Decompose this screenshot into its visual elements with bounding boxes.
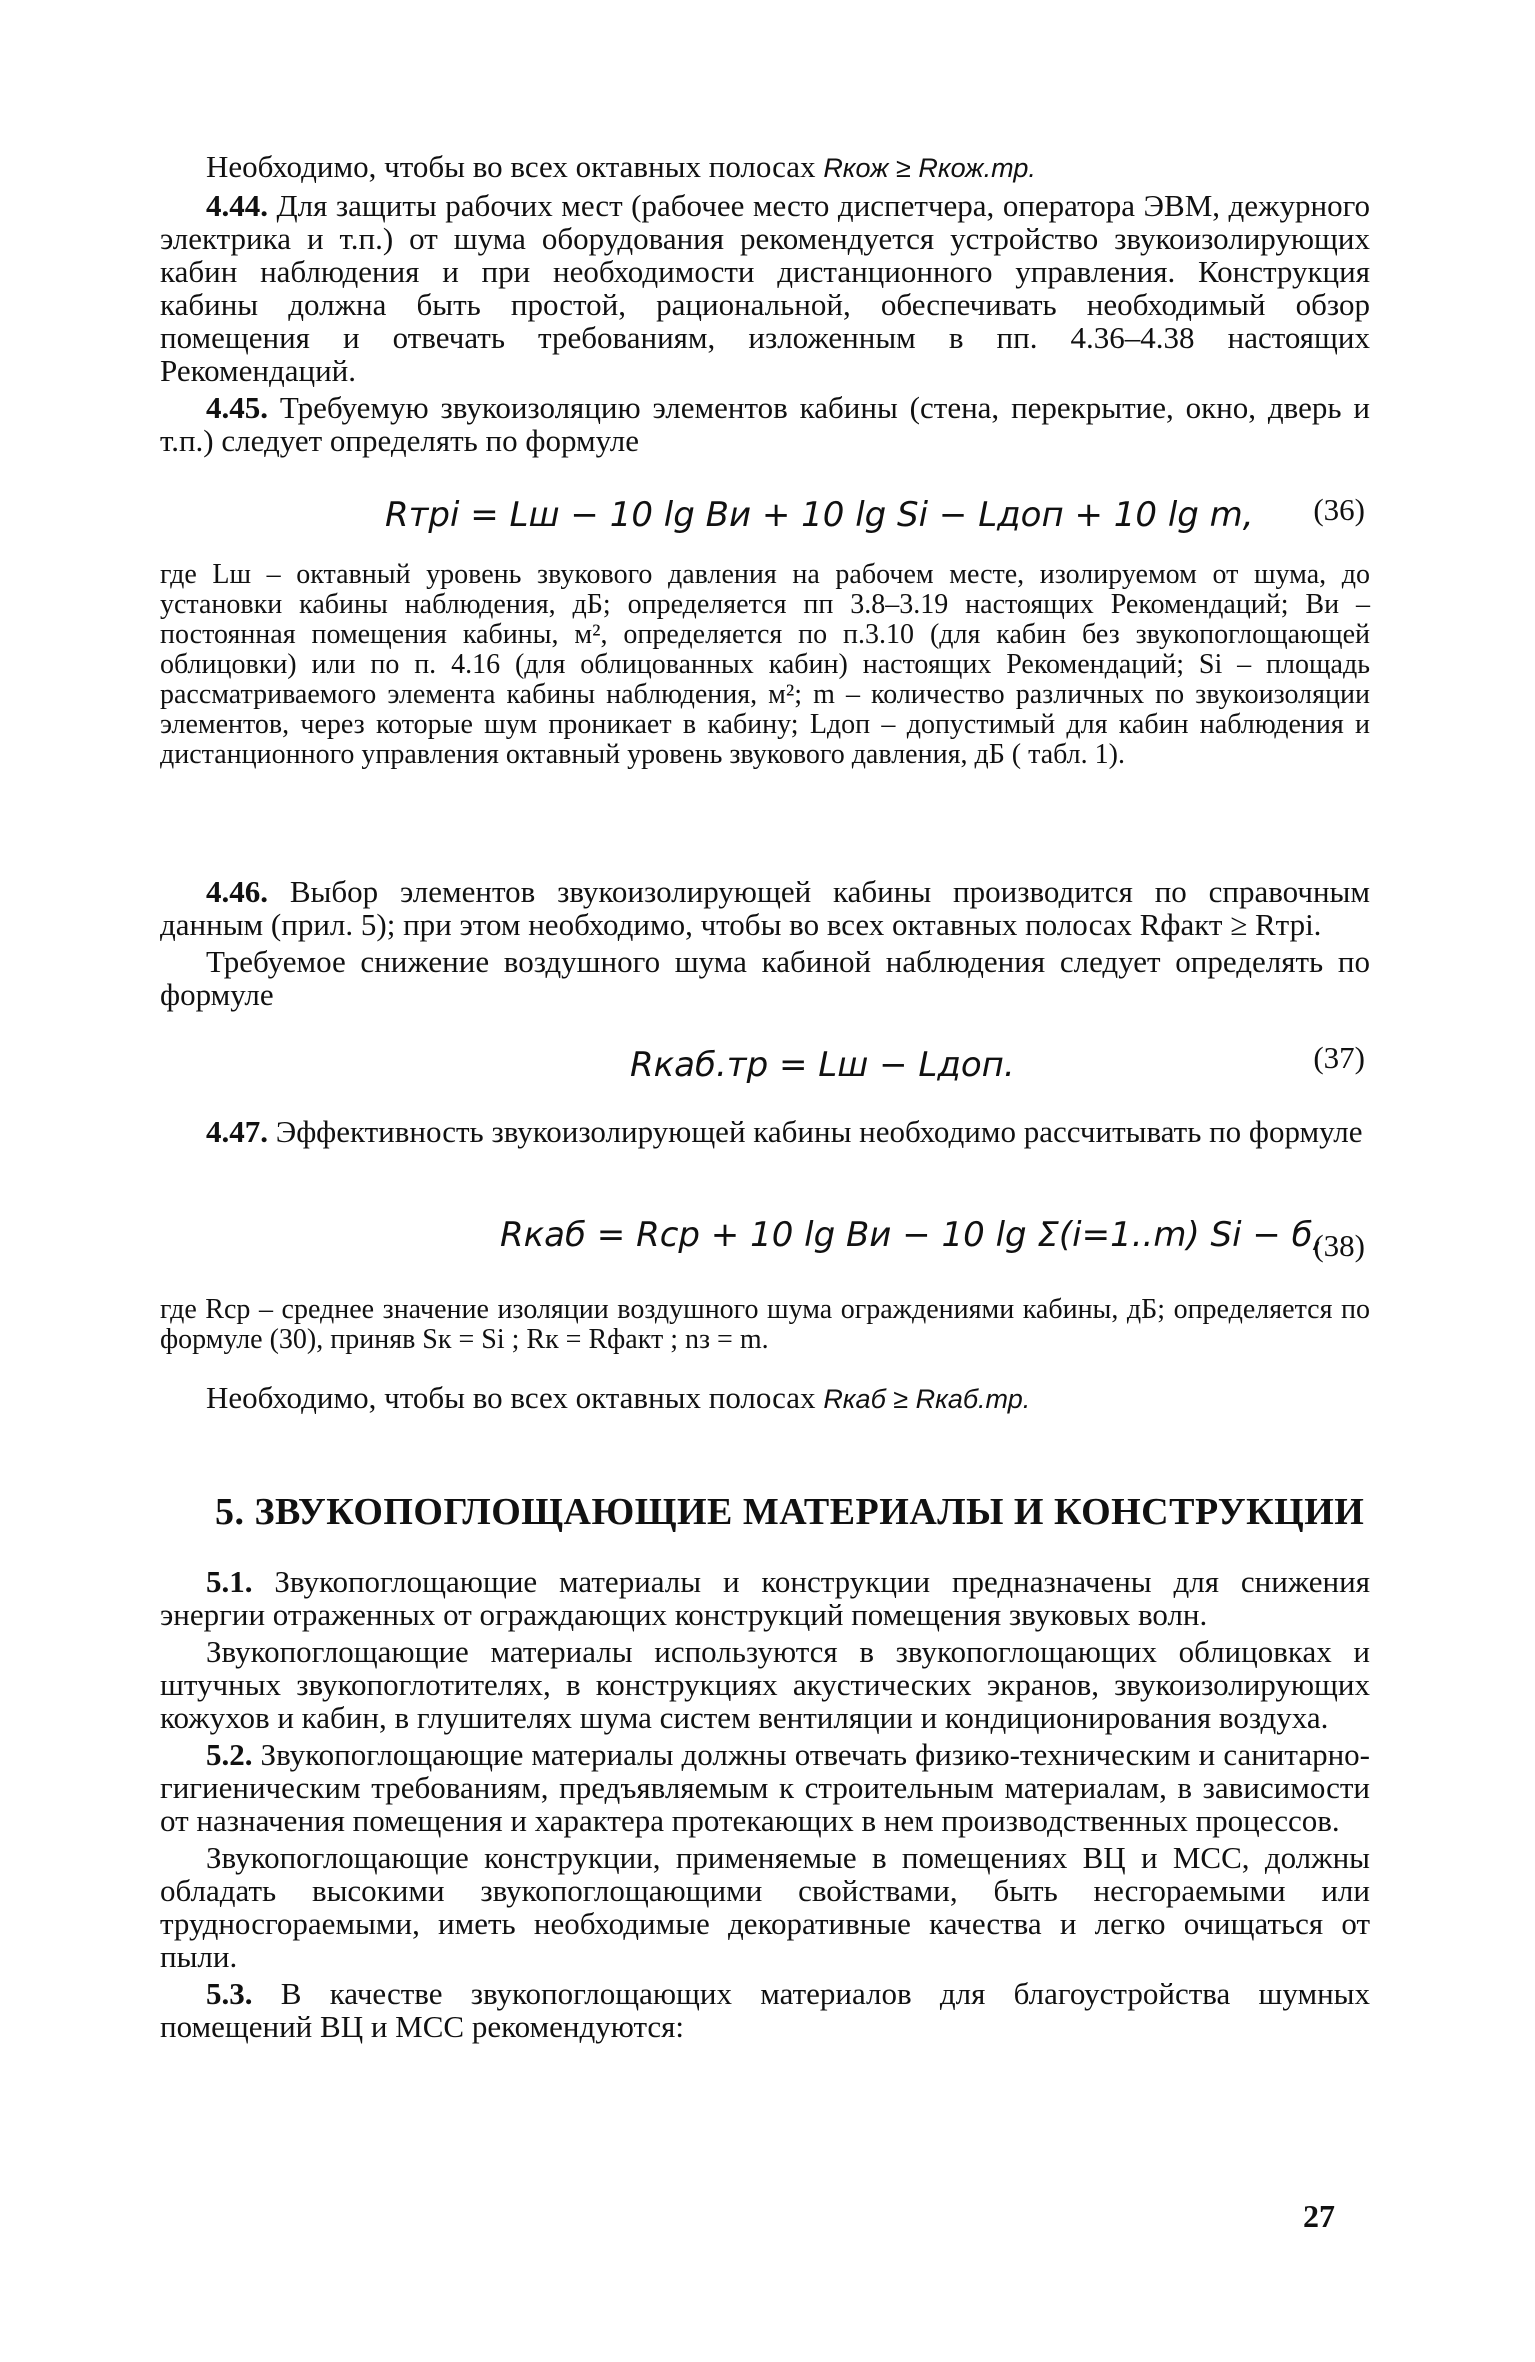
text-block-4-47 [160,1115,1370,1152]
paragraph-5-1b: Звукопоглощающие материалы используются в звукопоглощающих облицовках и штучных звукопоглотителях, в конструкциях акустических экранов, звукоизолирующих кожухов и кабин, в глушителях шума систем вентиляции и кондиционирования воздуха. [160,1634,1370,1735]
paragraph-4-46: 4.46. Выбор элементов звукоизолирующей кабины производится по справочным данным (прил. 5); при этом необходимо, чтобы во всех октавных полосах Rфакт ≥ Rтрi. [160,874,1371,942]
section-title: 5. ЗВУКОПОГЛОЩАЮЩИЕ МАТЕРИАЛЫ И КОНСТРУКЦИИ [215,1491,1365,1533]
formula-37: Rкаб.тр = Lш − Lдоп. [630,1045,1015,1085]
paragraph-4-47: 4.47. Эффективность звукоизолирующей кабины необходимо рассчитывать по формуле [206,1114,1363,1149]
equation-number-38: (38) [1313,1228,1365,1263]
text-block-where-36 [160,560,1370,774]
text-block-where-38 [160,1295,1370,1420]
text-block-4-46 [160,875,1370,1015]
equation-number-36: (36) [1313,492,1365,527]
paragraph-4-45: 4.45. Требуемую звукоизоляцию элементов кабины (стена, перекрытие, окно, дверь и т.п.) следует определять по формуле [160,390,1371,458]
paragraph-5-1: 5.1. Звукопоглощающие материалы и конструкции предназначены для снижения энергии отраженных от ограждающих конструкций помещения звуковых волн. [160,1564,1370,1632]
paragraph-4-46b: Требуемое снижение воздушного шума кабиной наблюдения следует определять по формуле [160,944,1370,1012]
paragraph-5-2: 5.2. Звукопоглощающие материалы должны отвечать физико-техническим и санитарно-гигиеническим требованиям, предъявляемым к строительным материалам, в зависимости от назначения помещения и характера протекающих в нем производственных процессов. [160,1737,1370,1838]
formula-38: Rкаб = Rср + 10 lg Bи − 10 lg Σ(i=1..m) Si − б, [500,1215,1324,1255]
equation-number-37: (37) [1313,1040,1365,1075]
paragraph-condition-2: Необходимо, чтобы во всех октавных полосах Rкаб ≥ Rкаб.тр. [206,1380,1031,1415]
inline-formula: Rкож ≥ Rкож.тр. [823,153,1036,183]
paragraph-4-44: 4.44. Для защиты рабочих мест (рабочее место диспетчера, оператора ЭВМ, дежурного электрика и т.п.) от шума оборудования рекомендуется устройство звукоизолирующих кабин наблюдения и при необходимости дистанционного управления. Конструкция кабины должна быть простой, рациональной, обеспечивать необходимый обзор помещения и отвечать требованиям, изложенным в пп. 4.36–4.38 настоящих Рекомендаций. [160,188,1371,388]
formula-36: Rтрi = Lш − 10 lg Bи + 10 lg Si − Lдоп + 10 lg m, [385,495,1254,535]
inline-formula: Rкаб ≥ Rкаб.тр. [823,1384,1031,1414]
paragraph-5-3: 5.3. В качестве звукопоглощающих материалов для благоустройства шумных помещений ВЦ и МСС рекомендуются: [160,1976,1370,2044]
paragraph-5-2b: Звукопоглощающие конструкции, применяемые в помещениях ВЦ и МСС, должны обладать высокими звукопоглощающими свойствами, быть несгораемыми или трудносгораемыми, иметь необходимые декоративные качества и легко очищаться от пыли. [160,1840,1370,1974]
text-block-top [160,150,1370,461]
paragraph-where-38: где Rср – среднее значение изоляции воздушного шума ограждениями кабины, дБ; определяется по формуле (30), приняв Sк = Si ; Rк = Rфакт ; nз = m. [160,1294,1370,1355]
page-number: 27 [1303,2198,1335,2234]
text-block-section-5 [160,1565,1370,2047]
paragraph-where-36: где Lш – октавный уровень звукового давления на рабочем месте, изолируемом от шума, до установки кабины наблюдения, дБ; определяется пп 3.8–3.19 настоящих Рекомендаций; Bи – постоянная помещения кабины, м², определяется по п.3.10 (для кабин без звукопоглощающей облицовки) или по п. 4.16 (для облицованных кабин) настоящих Рекомендаций; Si – площадь рассматриваемого элемента кабины наблюдения, м²; m – количество различных по звукоизоляции элементов, через которые шум проникает в кабину; Lдоп – допустимый для кабин наблюдения и дистанционного управления октавный уровень звукового давления, дБ ( табл. 1). [160,559,1370,770]
paragraph-condition-1: Необходимо, чтобы во всех октавных полосах Rкож ≥ Rкож.тр. [206,149,1036,184]
